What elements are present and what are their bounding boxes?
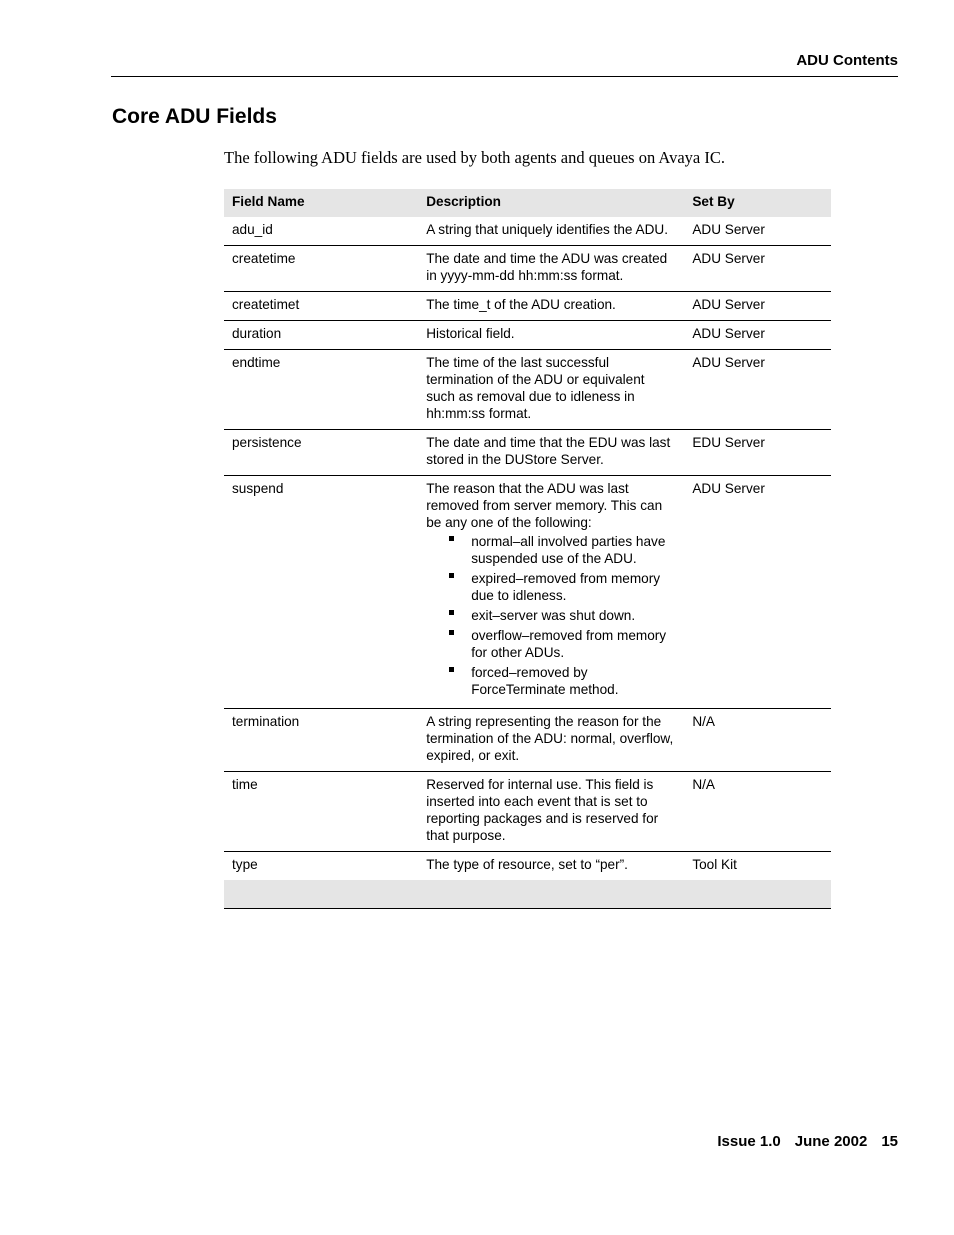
- table-row: [224, 246, 831, 292]
- field-name-cell: adu_id: [224, 217, 418, 246]
- table-row: [224, 321, 831, 350]
- square-bullet-icon: [449, 536, 454, 541]
- set-by-cell: ADU Server: [684, 292, 831, 321]
- list-item: [426, 607, 676, 624]
- list-item-text: expired–removed from memory due to idleness.: [471, 571, 661, 603]
- footer-band-cell: [684, 880, 831, 909]
- table-footer-band: [224, 880, 831, 909]
- description-cell: The type of resource, set to “per”.: [426, 857, 628, 872]
- set-by-cell: ADU Server: [684, 246, 831, 292]
- table-header-row: [224, 189, 831, 217]
- description-cell: A string that uniquely identifies the ADU.: [418, 217, 684, 246]
- suspend-reason-list: [426, 533, 676, 698]
- list-item-text: forced–removed by ForceTerminate method.: [471, 665, 619, 697]
- field-name-cell: persistence: [224, 430, 418, 476]
- running-header-title: ADU Contents: [796, 52, 898, 69]
- field-name-cell: suspend: [224, 476, 418, 709]
- running-header: [111, 52, 898, 77]
- set-by-cell: N/A: [684, 772, 831, 852]
- set-by-cell: ADU Server: [684, 350, 831, 430]
- field-name-cell: endtime: [224, 350, 418, 430]
- description-cell: [418, 476, 684, 709]
- list-item-text: overflow–removed from memory for other ADUs.: [471, 628, 667, 660]
- list-item: [426, 570, 676, 604]
- table-row: [224, 772, 831, 852]
- set-by-cell: ADU Server: [684, 476, 831, 709]
- description-cell: The time of the last successful termination of the ADU or equivalent such as removal due to idleness in hh:mm:ss format.: [418, 350, 684, 430]
- page-footer: [717, 1133, 898, 1150]
- set-by-cell: Tool Kit: [692, 857, 737, 872]
- column-header-set-by: Set By: [684, 189, 831, 217]
- field-name-cell: createtime: [224, 246, 418, 292]
- table-row: [224, 292, 831, 321]
- table-row: [224, 217, 831, 246]
- set-by-cell: N/A: [684, 709, 831, 772]
- table-row: [224, 430, 831, 476]
- description-cell: The date and time that the EDU was last stored in the DUStore Server.: [418, 430, 684, 476]
- footer-band-cell: [224, 880, 418, 909]
- list-item-text: normal–all involved parties have suspended use of the ADU.: [471, 534, 666, 566]
- description-cell: Historical field.: [418, 321, 684, 350]
- square-bullet-icon: [449, 573, 454, 578]
- field-name-cell: time: [224, 772, 418, 852]
- description-cell: The time_t of the ADU creation.: [418, 292, 684, 321]
- column-header-field-name: Field Name: [224, 189, 418, 217]
- field-name-cell: createtimet: [224, 292, 418, 321]
- column-header-description: Description: [418, 189, 684, 217]
- table-row: [224, 350, 831, 430]
- page-number: 15: [881, 1133, 898, 1150]
- list-item: [426, 533, 676, 567]
- intro-paragraph: The following ADU fields are used by both agents and queues on Avaya IC.: [224, 148, 726, 167]
- square-bullet-icon: [449, 630, 454, 635]
- description-cell: A string representing the reason for the termination of the ADU: normal, overflow, expired, or exit.: [418, 709, 684, 772]
- square-bullet-icon: [449, 667, 454, 672]
- footer-issue: Issue 1.0: [717, 1133, 781, 1150]
- description-text: The reason that the ADU was last removed from server memory. This can be any one of the following:: [426, 481, 663, 530]
- adu-fields-table: [224, 189, 831, 909]
- set-by-cell: ADU Server: [684, 321, 831, 350]
- description-cell: Reserved for internal use. This field is inserted into each event that is set to reporting packages and is reserved for that purpose.: [418, 772, 684, 852]
- set-by-cell: EDU Server: [684, 430, 831, 476]
- footer-band-cell: [418, 880, 684, 909]
- list-item: [426, 664, 676, 698]
- field-name-cell: type: [232, 857, 258, 872]
- field-name-cell: termination: [224, 709, 418, 772]
- table-row: [224, 852, 831, 881]
- section-title: Core ADU Fields: [112, 105, 277, 128]
- description-cell: The date and time the ADU was created in yyyy-mm-dd hh:mm:ss format.: [418, 246, 684, 292]
- set-by-cell: ADU Server: [684, 217, 831, 246]
- list-item-text: exit–server was shut down.: [471, 608, 636, 623]
- field-name-cell: duration: [224, 321, 418, 350]
- square-bullet-icon: [449, 610, 454, 615]
- table-row: [224, 709, 831, 772]
- list-item: [426, 627, 676, 661]
- footer-date: June 2002: [794, 1133, 868, 1150]
- table-row: [224, 476, 831, 709]
